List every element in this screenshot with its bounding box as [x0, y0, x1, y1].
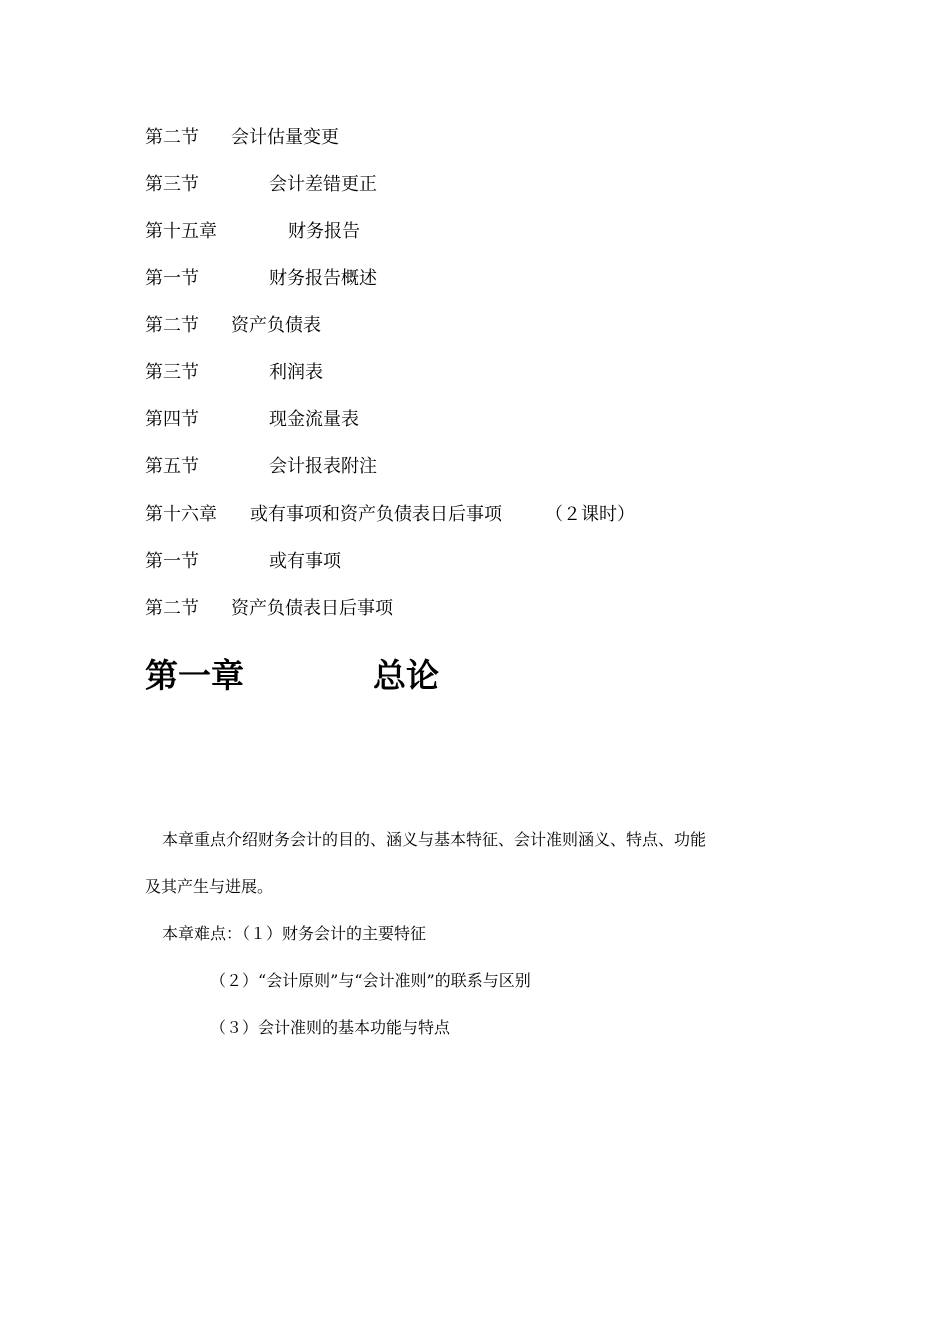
toc-section-title: 财务报告概述 [269, 268, 377, 289]
toc-section-number: 第一节 [145, 551, 199, 572]
toc-section-number: 第三节 [145, 362, 199, 383]
toc-section-number: 第二节 [145, 598, 199, 619]
toc-section-number: 第二节 [145, 315, 199, 336]
difficulty-item: （３）会计准则的基本功能与特点 [210, 1018, 451, 1037]
difficulty-item: 本章难点：（１）财务会计的主要特征 [162, 924, 427, 943]
toc-chapter-number: 第十五章 [145, 221, 217, 242]
toc-section-title: 资产负债表 [231, 315, 321, 336]
chapter-title: 总论 [373, 656, 439, 695]
toc-section-title: 会计差错更正 [269, 174, 377, 195]
intro-paragraph-line: 本章重点介绍财务会计的目的、涵义与基本特征、会计准则涵义、特点、功能 [162, 830, 707, 849]
toc-section-title: 资产负债表日后事项 [231, 598, 393, 619]
toc-section-number: 第二节 [145, 127, 199, 148]
chapter-number: 第一章 [145, 656, 244, 695]
toc-class-hours: （２课时） [545, 504, 635, 525]
toc-section-title: 或有事项 [269, 551, 341, 572]
toc-chapter-title: 或有事项和资产负债表日后事项 [250, 504, 502, 525]
intro-paragraph-line: 及其产生与进展。 [145, 877, 274, 896]
difficulty-item: （２）“会计原则”与“会计准则”的联系与区别 [210, 971, 531, 990]
toc-section-title: 会计报表附注 [269, 456, 377, 477]
toc-chapter-title: 财务报告 [288, 221, 360, 242]
toc-section-title: 利润表 [269, 362, 323, 383]
toc-chapter-number: 第十六章 [145, 504, 217, 525]
toc-section-number: 第一节 [145, 268, 199, 289]
toc-section-title: 现金流量表 [269, 409, 359, 430]
toc-section-number: 第五节 [145, 456, 199, 477]
toc-section-title: 会计估量变更 [231, 127, 339, 148]
toc-section-number: 第三节 [145, 174, 199, 195]
toc-section-number: 第四节 [145, 409, 199, 430]
